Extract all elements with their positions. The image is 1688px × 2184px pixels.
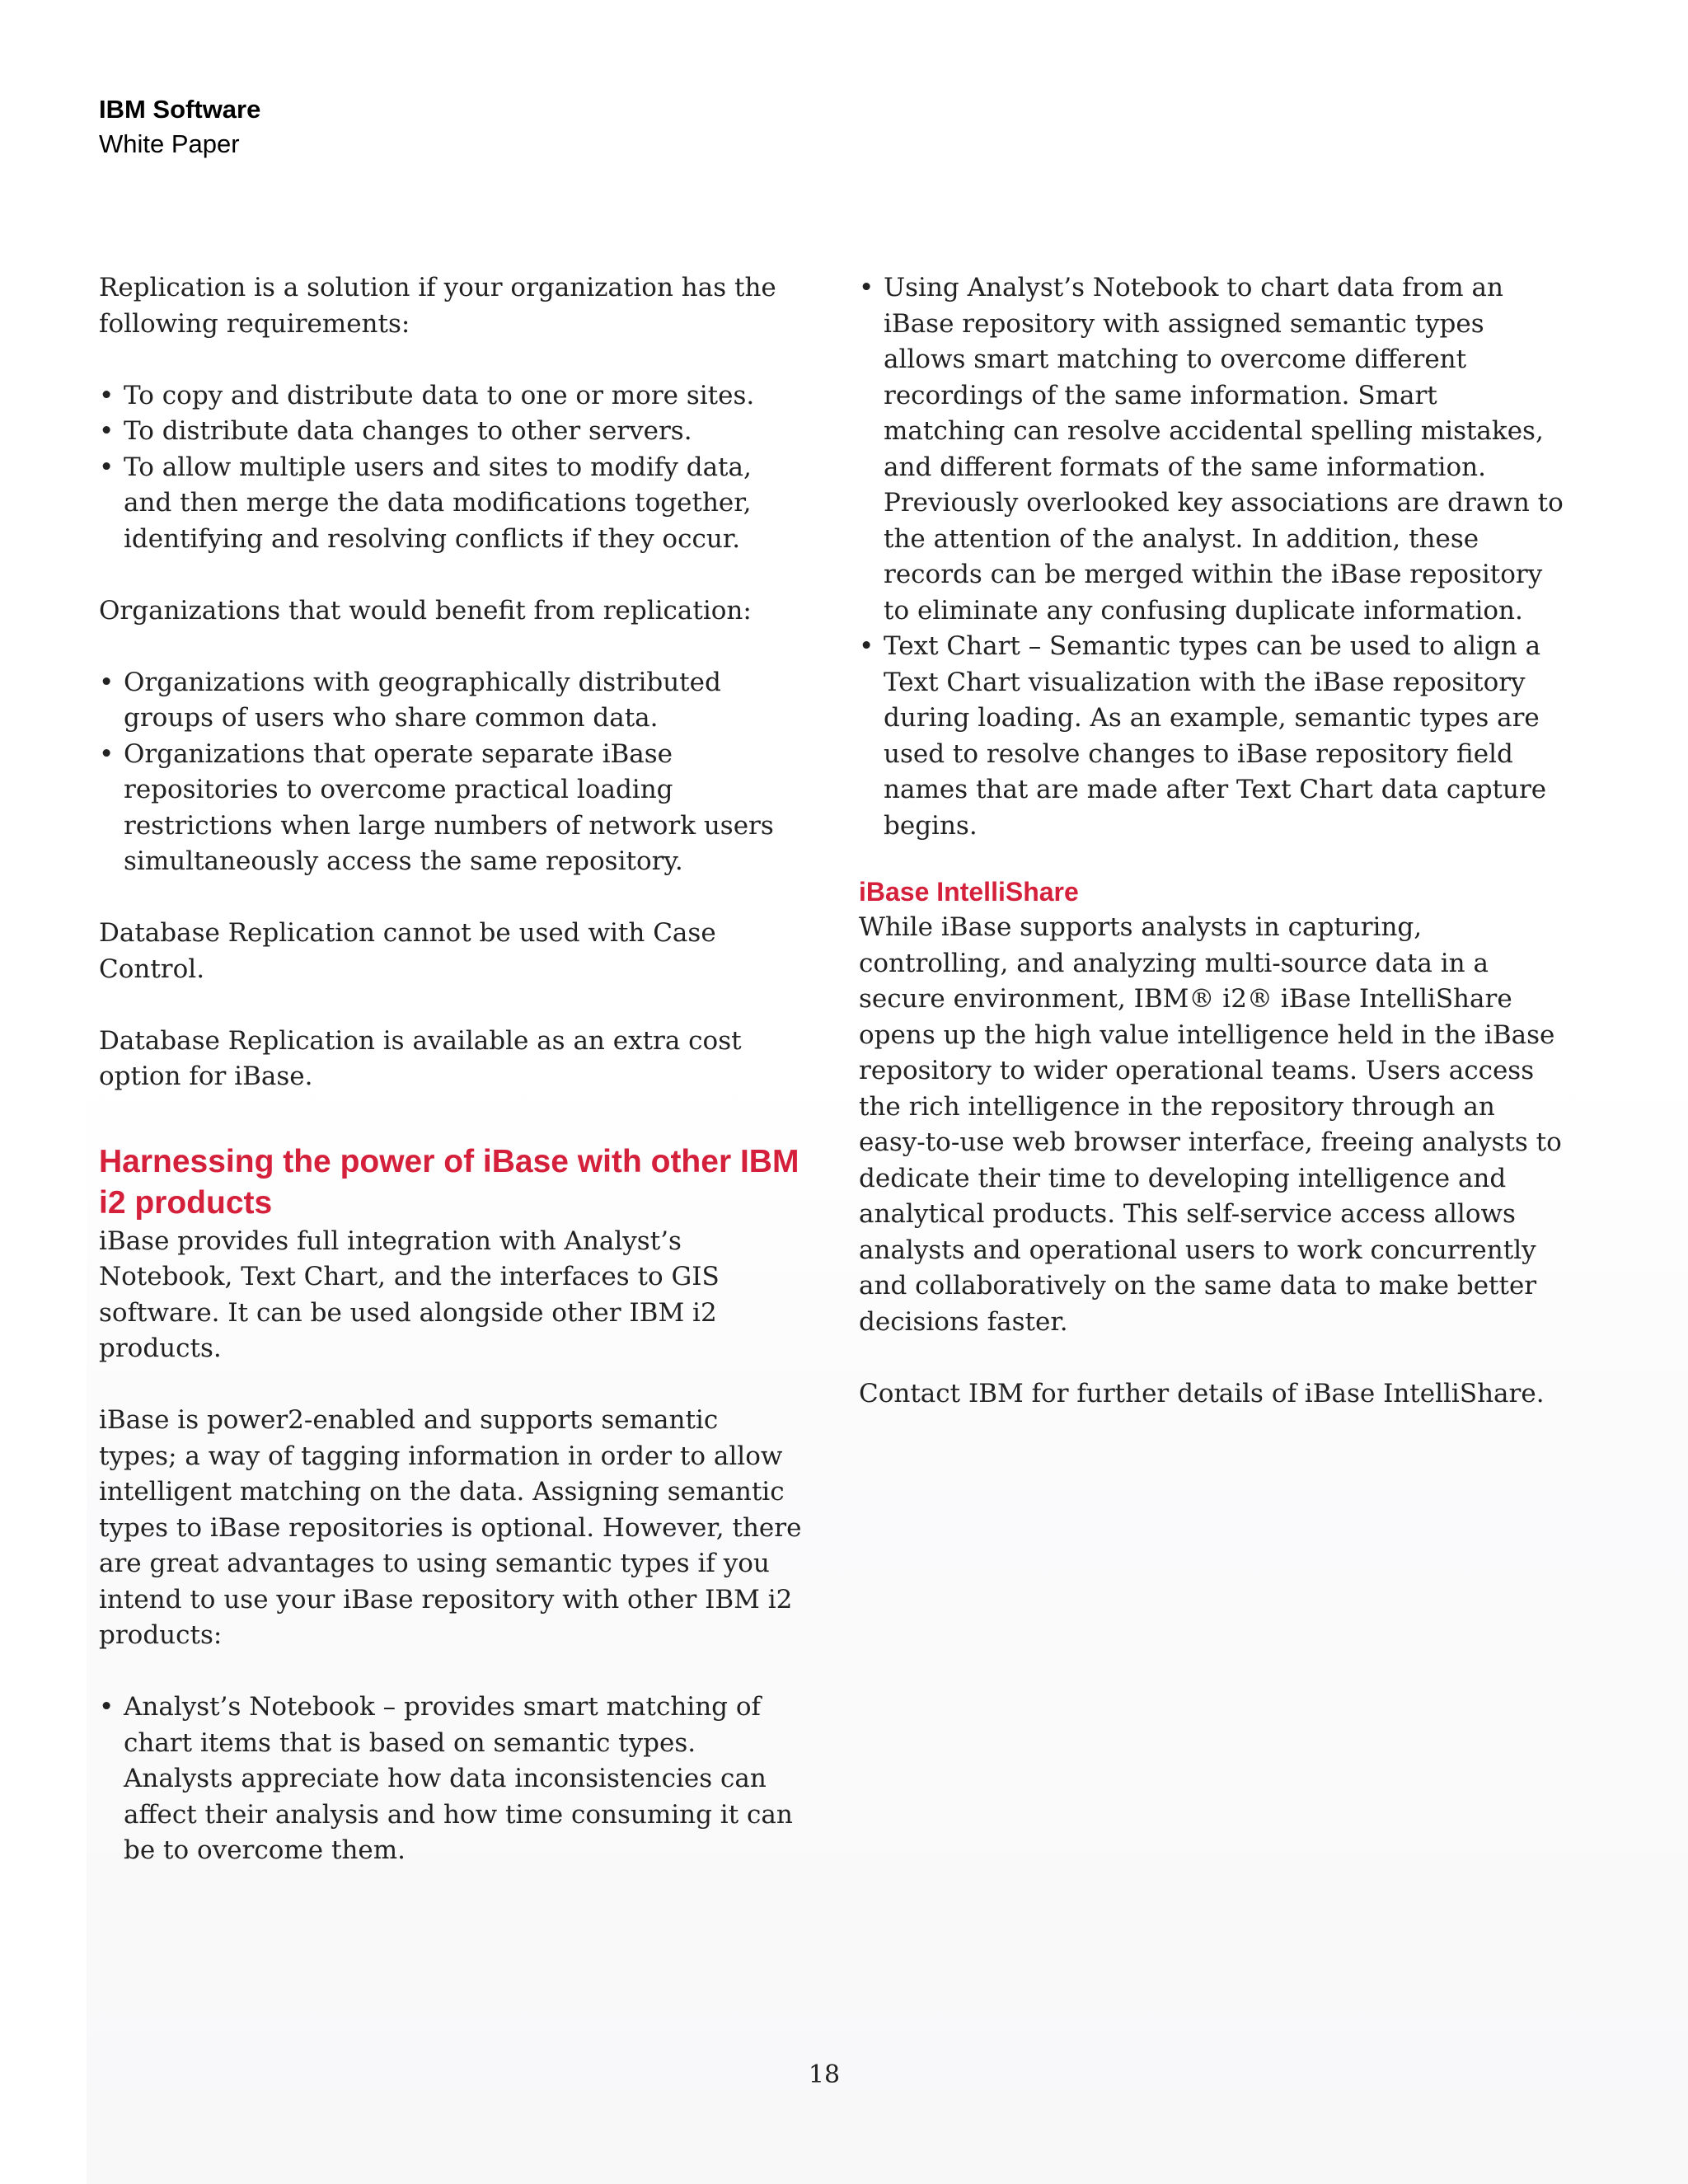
list-item: • To distribute data changes to other servers. [99,414,804,450]
list-item: • To copy and distribute data to one or more sites. [99,378,804,415]
cost-note: Database Replication is available as an extra cost option for iBase. [99,1025,742,1091]
list-item: • Analyst’s Notebook – provides smart matching of chart items that is based on semantic types. Analysts appreciate how data inconsistencies can affect their analysis and how time consuming it can be to overcome them. [99,1690,804,1869]
products-list [99,1690,804,1869]
intellishare-heading: iBase IntelliShare [859,877,1079,907]
list-item: • To allow multiple users and sites to modify data, and then merge the data modifications together, identifying and resolving conflicts if they occur. [99,450,804,558]
contact-paragraph: Contact IBM for further details of iBase IntelliShare. [859,1378,1545,1408]
list-item: • Organizations that operate separate iBase repositories to overcome practical loading restrictions when large numbers of network users simultaneously access the same repository. [99,737,804,880]
case-control-note: Database Replication cannot be used with Case Control. [99,918,716,984]
integration-paragraph: iBase provides full integration with Analyst’s Notebook, Text Chart, and the interfaces to GIS software. It can be used alongside other IBM i2 products. [99,1226,720,1363]
left-column [99,270,804,1869]
bullet-icon: • [859,273,874,302]
organizations-list [99,665,804,880]
bullet-icon: • [99,380,115,410]
list-item: • Using Analyst’s Notebook to chart data from an iBase repository with assigned semantic types allows smart matching to overcome different recordings of the same information. Smart matching can resolve accidental spelling mistakes, and different formats of the same information. Previously overlooked key associations are drawn to the attention of the analyst. In addition, these records can be merged within the iBase repository to eliminate any confusing duplicate information. [859,270,1564,629]
replication-intro: Replication is a solution if your organization has the following requirements: [99,273,776,339]
products-list-continued [859,270,1564,844]
bullet-icon: • [99,452,115,482]
semantic-types-paragraph: iBase is power2-enabled and supports semantic types; a way of tagging information in order to allow intelligent matching on the data. Assigning semantic types to iBase repositories is optional. However, there are great advantages to using semantic types if you intend to use your iBase repository with other IBM i2 products: [99,1405,802,1650]
right-column [859,270,1564,1412]
section-heading: Harnessing the power of iBase with other IBM i2 products [99,1143,799,1221]
benefit-intro: Organizations that would benefit from replication: [99,595,752,626]
document-type: White Paper [99,129,240,158]
document-header [99,92,260,162]
page-number: 18 [808,2060,841,2089]
bullet-icon: • [99,738,115,769]
intellishare-paragraph: While iBase supports analysts in capturing, controlling, and analyzing multi-source data in a secure environment, IBM® i2® iBase IntelliShare opens up the high value intelligence held in the iBase repository to wider operational teams. Users access the rich intelligence in the repository through an easy-to-use web browser interface, freeing analysts to dedicate their time to developing intelligence and analytical products. This self-service access allows analysts and operational users to work concurrently and collaboratively on the same data to make better decisions faster. [859,912,1562,1337]
requirements-list [99,378,804,558]
bullet-icon: • [99,416,115,446]
bullet-icon: • [99,667,115,697]
list-item: • Text Chart – Semantic types can be used to align a Text Chart visualization with the iBase repository during loading. As an example, semantic types are used to resolve changes to iBase repository field names that are made after Text Chart data capture begins. [859,629,1564,844]
brand-title: IBM Software [99,95,261,124]
list-item: • Organizations with geographically distributed groups of users who share common data. [99,665,804,737]
bullet-icon: • [99,1692,115,1722]
bullet-icon: • [859,631,874,661]
